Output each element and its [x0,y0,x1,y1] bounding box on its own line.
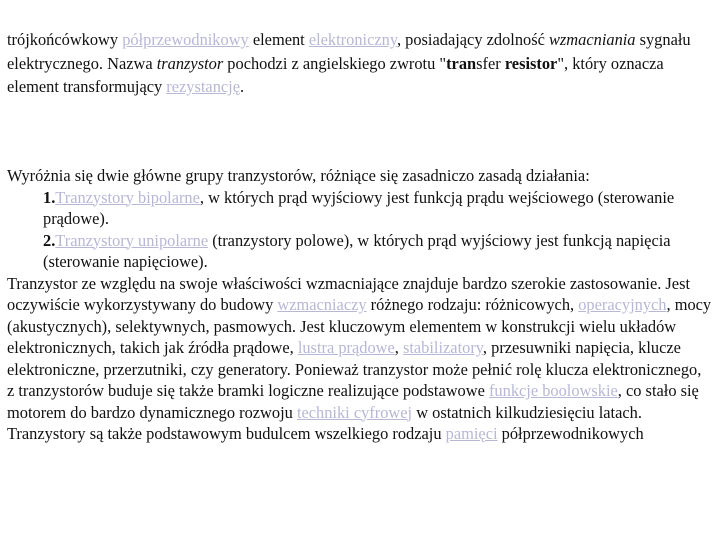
text: w ostatnich kilkudziesięciu latach. Tranzystory są także podstawowym budulcem wszelkiego rodzaju [7,402,642,443]
text: sygnału elektrycznego. Nazwa [7,30,691,73]
italic-term: tranzystor [156,53,224,73]
link-rezystancje[interactable]: rezystancję [166,77,241,96]
text: pochodzi z angielskiego zwrotu " [223,53,447,73]
italic-term: wzmacniania [549,30,636,49]
text: , posiadający zdolność [396,30,549,49]
link-stabilizatory[interactable]: stabilizatory [402,338,483,357]
text: , [394,338,403,357]
list-text: (tranzystory polowe), w których prąd wyjściowy jest funkcją napięcia (sterowanie napięciowe). [43,230,671,271]
link-polprzewodnikowy[interactable]: półprzewodnikowy [122,30,249,49]
text: Tranzystor ze względu na swoje właściwości wzmacniające znajduje bardzo szerokie zastosowanie. Jest oczywiście wykorzystywany do budowy [7,273,690,314]
text: trójkońcówkowy [7,30,123,49]
link-funkcje-boolowskie[interactable]: funkcje boolowskie [488,381,618,400]
link-pamieci[interactable]: pamięci [445,424,498,443]
text: sfer [476,53,505,73]
list-number: 1. [43,187,56,207]
link-lustra-pradowe[interactable]: lustra prądowe [297,338,395,357]
intro-text: Wyróżnia się dwie główne grupy tranzystorów, różniące się zasadniczo zasadą działania: [7,166,590,185]
text: , co stało się motorem do bardzo dynamicznego rozwoju [7,381,699,422]
types-paragraph [7,165,712,445]
text: ", który oznacza element transformujący [7,53,664,96]
text: . [240,77,245,96]
text: element [248,30,309,49]
link-techniki-cyfrowej[interactable]: techniki cyfrowej [296,402,413,422]
list-text: , w których prąd wyjściowy jest funkcją prądu wejściowego (sterowanie prądowe). [43,187,675,228]
text: , mocy (akustycznych), selektywnych, pasmowych. Jest kluczowym elementem w konstrukcji wielu układów elektronicznych, takich jak źródła prądowe, [7,295,712,357]
bold-fragment: tran [446,53,477,73]
link-operacyjnych[interactable]: operacyjnych [578,295,667,314]
definition-paragraph [7,28,712,99]
list-number: 2. [43,230,56,250]
text: różnego rodzaju: różnicowych, [366,295,579,314]
bold-fragment: resistor [504,53,558,73]
text: , przesuwniki napięcia, klucze elektroniczne, przerzutniki, czy generatory. Ponieważ tranzystor może pełnić rolę klucza elektronicznego, z tranzystorów buduje się także bramki logiczne realizujące podstawowe [7,338,702,400]
text: półprzewodnikowych [497,424,644,443]
link-wzmacniaczy[interactable]: wzmacniaczy [277,295,367,314]
link-tranzystory-unipolarne[interactable]: Tranzystory unipolarne [55,230,209,250]
list-item [7,230,712,273]
list-item [7,187,712,230]
link-elektroniczny[interactable]: elektroniczny [308,30,397,49]
link-tranzystory-bipolarne[interactable]: Tranzystory bipolarne [55,187,200,207]
